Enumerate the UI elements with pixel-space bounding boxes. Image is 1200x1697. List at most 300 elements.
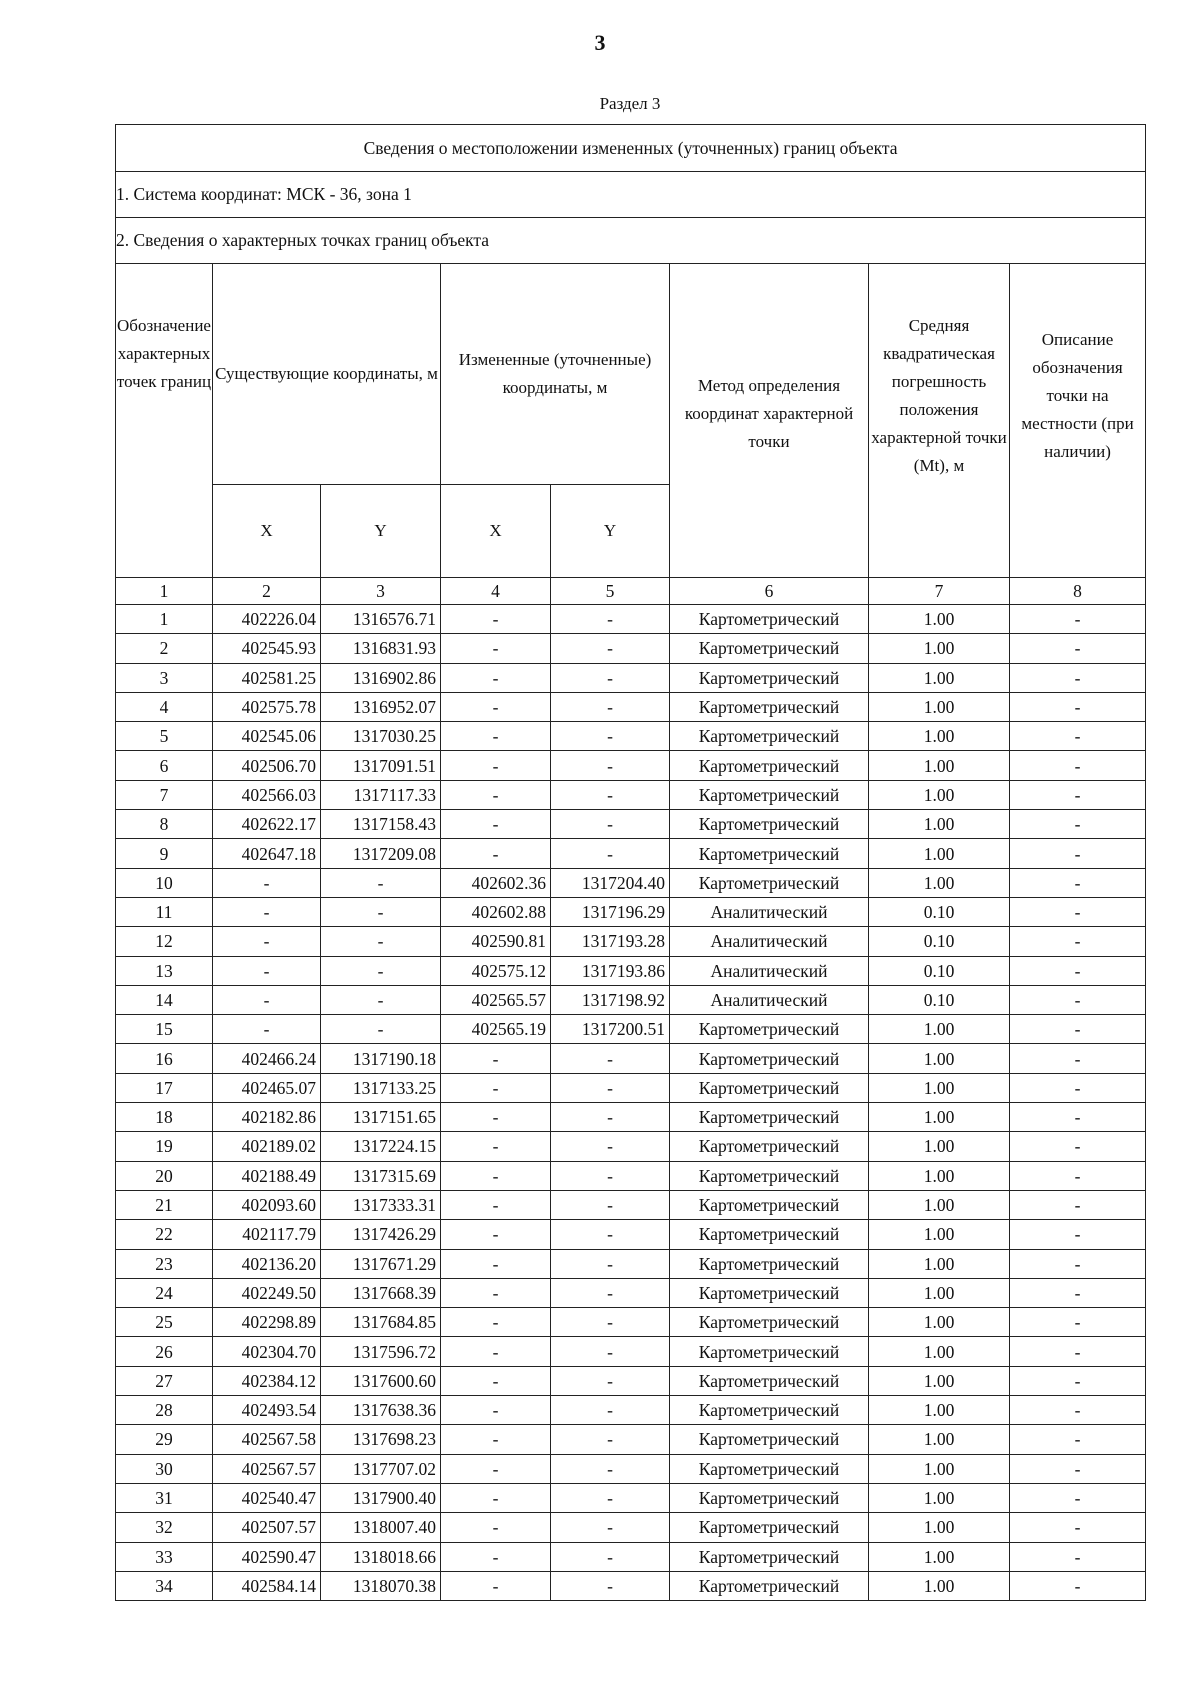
cell-description: - [1010, 722, 1146, 751]
cell-accuracy: 1.00 [869, 839, 1010, 868]
cell-changed-x: - [441, 1483, 551, 1512]
table-row [116, 780, 1146, 809]
table-row [116, 897, 1146, 926]
cell-existing-x: 402249.50 [213, 1278, 321, 1307]
cell-changed-y: - [551, 1454, 670, 1483]
cell-existing-y: 1317030.25 [321, 722, 441, 751]
cell-existing-x: - [213, 985, 321, 1014]
cell-changed-y: - [551, 780, 670, 809]
cell-point-number: 17 [116, 1073, 213, 1102]
table-row [116, 810, 1146, 839]
cell-description: - [1010, 897, 1146, 926]
cell-description: - [1010, 839, 1146, 868]
cell-method: Картометрический [670, 692, 869, 721]
cell-method: Картометрический [670, 1513, 869, 1542]
cell-existing-x: 402304.70 [213, 1337, 321, 1366]
cell-changed-x: - [441, 605, 551, 634]
cell-point-number: 6 [116, 751, 213, 780]
cell-point-number: 34 [116, 1571, 213, 1600]
cell-description: - [1010, 1220, 1146, 1249]
cell-point-number: 14 [116, 985, 213, 1014]
cell-changed-x: - [441, 634, 551, 663]
cell-description: - [1010, 1044, 1146, 1073]
cell-changed-x: - [441, 1220, 551, 1249]
cell-method: Картометрический [670, 1278, 869, 1307]
cell-existing-x: 402545.93 [213, 634, 321, 663]
cell-description: - [1010, 751, 1146, 780]
table-row [116, 663, 1146, 692]
cell-point-number: 22 [116, 1220, 213, 1249]
cell-existing-y: 1316576.71 [321, 605, 441, 634]
table-row [116, 1161, 1146, 1190]
cell-changed-x: 402565.19 [441, 1015, 551, 1044]
cell-changed-y: - [551, 1220, 670, 1249]
cell-changed-y: - [551, 1132, 670, 1161]
cell-description: - [1010, 634, 1146, 663]
table-title: Сведения о местоположении измененных (уточненных) границ объекта [116, 125, 1146, 172]
cell-changed-y: - [551, 1249, 670, 1278]
table-row [116, 839, 1146, 868]
page-number: 3 [594, 30, 606, 55]
cell-description: - [1010, 1190, 1146, 1219]
cell-existing-y: 1317668.39 [321, 1278, 441, 1307]
cell-method: Картометрический [670, 1073, 869, 1102]
cell-description: - [1010, 663, 1146, 692]
cell-existing-x: - [213, 927, 321, 956]
cell-accuracy: 1.00 [869, 1161, 1010, 1190]
column-number: 7 [869, 578, 1010, 605]
cell-changed-y: - [551, 692, 670, 721]
cell-point-number: 21 [116, 1190, 213, 1219]
cell-changed-x: - [441, 1571, 551, 1600]
cell-point-number: 19 [116, 1132, 213, 1161]
cell-existing-x: 402493.54 [213, 1396, 321, 1425]
cell-changed-y: - [551, 1073, 670, 1102]
cell-changed-x: 402590.81 [441, 927, 551, 956]
cell-existing-x: 402136.20 [213, 1249, 321, 1278]
cell-description: - [1010, 1132, 1146, 1161]
cell-existing-y: - [321, 927, 441, 956]
cell-accuracy: 1.00 [869, 1366, 1010, 1395]
cell-existing-x: 402622.17 [213, 810, 321, 839]
table-row [116, 927, 1146, 956]
cell-changed-y: - [551, 1161, 670, 1190]
cell-existing-x: 402575.78 [213, 692, 321, 721]
cell-existing-x: - [213, 956, 321, 985]
cell-changed-x: - [441, 810, 551, 839]
cell-method: Картометрический [670, 722, 869, 751]
cell-accuracy: 0.10 [869, 956, 1010, 985]
cell-changed-x: - [441, 1366, 551, 1395]
cell-method: Картометрический [670, 1249, 869, 1278]
cell-point-number: 3 [116, 663, 213, 692]
cell-changed-y: - [551, 1396, 670, 1425]
cell-changed-y: - [551, 1366, 670, 1395]
table-row [116, 722, 1146, 751]
cell-changed-x: - [441, 1044, 551, 1073]
cell-accuracy: 1.00 [869, 1220, 1010, 1249]
cell-description: - [1010, 1249, 1146, 1278]
cell-existing-x: 402566.03 [213, 780, 321, 809]
cell-existing-y: - [321, 985, 441, 1014]
cell-method: Картометрический [670, 1337, 869, 1366]
cell-existing-x: 402188.49 [213, 1161, 321, 1190]
cell-description: - [1010, 927, 1146, 956]
table-row [116, 1073, 1146, 1102]
cell-existing-y: 1317158.43 [321, 810, 441, 839]
table-row [116, 1425, 1146, 1454]
table-row [116, 868, 1146, 897]
column-numbers-row [116, 578, 1146, 605]
cell-description: - [1010, 1542, 1146, 1571]
cell-changed-y: 1317193.86 [551, 956, 670, 985]
cell-method: Картометрический [670, 1044, 869, 1073]
cell-description: - [1010, 1454, 1146, 1483]
cell-point-number: 4 [116, 692, 213, 721]
cell-description: - [1010, 780, 1146, 809]
cell-method: Картометрический [670, 605, 869, 634]
cell-changed-y: - [551, 810, 670, 839]
cell-changed-x: - [441, 663, 551, 692]
table-row [116, 1366, 1146, 1395]
cell-accuracy: 0.10 [869, 927, 1010, 956]
cell-accuracy: 0.10 [869, 985, 1010, 1014]
cell-accuracy: 1.00 [869, 1190, 1010, 1219]
points-caption: 2. Сведения о характерных точках границ объекта [116, 218, 1146, 264]
coord-system: 1. Система координат: МСК - 36, зона 1 [116, 172, 1146, 218]
table-row [116, 956, 1146, 985]
cell-method: Аналитический [670, 985, 869, 1014]
table-row [116, 1513, 1146, 1542]
cell-changed-y: - [551, 1483, 670, 1512]
header-accuracy: Средняя квадратическая погрешность положения характерной точки (Mt), м [869, 264, 1010, 578]
cell-description: - [1010, 956, 1146, 985]
cell-changed-x: - [441, 1132, 551, 1161]
cell-existing-x: - [213, 868, 321, 897]
cell-point-number: 11 [116, 897, 213, 926]
cell-point-number: 33 [116, 1542, 213, 1571]
table-row [116, 634, 1146, 663]
cell-method: Картометрический [670, 839, 869, 868]
cell-point-number: 26 [116, 1337, 213, 1366]
header-changed: Измененные (уточненные) координаты, м [441, 264, 670, 485]
cell-description: - [1010, 985, 1146, 1014]
column-number: 8 [1010, 578, 1146, 605]
cell-accuracy: 1.00 [869, 1513, 1010, 1542]
column-number: 1 [116, 578, 213, 605]
table-row [116, 1015, 1146, 1044]
cell-method: Картометрический [670, 1103, 869, 1132]
cell-existing-x: - [213, 1015, 321, 1044]
cell-existing-y: 1317684.85 [321, 1308, 441, 1337]
cell-method: Аналитический [670, 927, 869, 956]
table-row [116, 1220, 1146, 1249]
cell-existing-x: 402545.06 [213, 722, 321, 751]
cell-accuracy: 0.10 [869, 897, 1010, 926]
cell-description: - [1010, 868, 1146, 897]
table-row [116, 1308, 1146, 1337]
cell-accuracy: 1.00 [869, 1337, 1010, 1366]
cell-method: Картометрический [670, 1571, 869, 1600]
cell-method: Картометрический [670, 751, 869, 780]
cell-existing-x: 402117.79 [213, 1220, 321, 1249]
boundary-points-table [115, 124, 1146, 1601]
cell-method: Картометрический [670, 1396, 869, 1425]
cell-existing-x: 402226.04 [213, 605, 321, 634]
cell-existing-x: 402567.57 [213, 1454, 321, 1483]
table-row [116, 1337, 1146, 1366]
cell-existing-y: 1317333.31 [321, 1190, 441, 1219]
cell-accuracy: 1.00 [869, 663, 1010, 692]
cell-existing-y: 1317600.60 [321, 1366, 441, 1395]
table-row [116, 751, 1146, 780]
cell-method: Картометрический [670, 1454, 869, 1483]
header-designation: Обозначение характерных точек границ [116, 264, 213, 578]
cell-description: - [1010, 1103, 1146, 1132]
cell-existing-y: 1317671.29 [321, 1249, 441, 1278]
cell-method: Картометрический [670, 1132, 869, 1161]
column-number: 2 [213, 578, 321, 605]
column-number: 3 [321, 578, 441, 605]
cell-existing-y: 1317426.29 [321, 1220, 441, 1249]
cell-changed-y: - [551, 1308, 670, 1337]
cell-existing-y: 1317091.51 [321, 751, 441, 780]
table-row [116, 1571, 1146, 1600]
cell-existing-x: 402540.47 [213, 1483, 321, 1512]
cell-existing-x: 402581.25 [213, 663, 321, 692]
cell-description: - [1010, 1073, 1146, 1102]
cell-point-number: 24 [116, 1278, 213, 1307]
table-row [116, 1542, 1146, 1571]
table-row [116, 1249, 1146, 1278]
cell-description: - [1010, 1308, 1146, 1337]
cell-existing-y: 1317900.40 [321, 1483, 441, 1512]
cell-changed-y: - [551, 1190, 670, 1219]
cell-existing-y: 1317133.25 [321, 1073, 441, 1102]
cell-changed-x: - [441, 1425, 551, 1454]
cell-accuracy: 1.00 [869, 1396, 1010, 1425]
cell-method: Картометрический [670, 1366, 869, 1395]
cell-accuracy: 1.00 [869, 1103, 1010, 1132]
cell-accuracy: 1.00 [869, 810, 1010, 839]
cell-method: Картометрический [670, 1161, 869, 1190]
cell-accuracy: 1.00 [869, 1483, 1010, 1512]
cell-existing-y: 1317224.15 [321, 1132, 441, 1161]
cell-changed-y: - [551, 1542, 670, 1571]
cell-existing-y: 1316902.86 [321, 663, 441, 692]
cell-changed-x: - [441, 1073, 551, 1102]
cell-changed-x: - [441, 692, 551, 721]
cell-existing-y: 1317707.02 [321, 1454, 441, 1483]
cell-existing-x: 402093.60 [213, 1190, 321, 1219]
table-row [116, 605, 1146, 634]
cell-existing-y: 1318070.38 [321, 1571, 441, 1600]
cell-existing-x: 402590.47 [213, 1542, 321, 1571]
cell-changed-x: - [441, 1249, 551, 1278]
header-existing-y: Y [321, 484, 441, 577]
cell-method: Картометрический [670, 868, 869, 897]
column-number: 6 [670, 578, 869, 605]
cell-method: Картометрический [670, 1015, 869, 1044]
cell-changed-x: 402602.88 [441, 897, 551, 926]
cell-accuracy: 1.00 [869, 780, 1010, 809]
cell-description: - [1010, 1425, 1146, 1454]
cell-description: - [1010, 1513, 1146, 1542]
cell-point-number: 29 [116, 1425, 213, 1454]
cell-existing-y: - [321, 956, 441, 985]
cell-existing-y: 1317596.72 [321, 1337, 441, 1366]
cell-method: Аналитический [670, 897, 869, 926]
cell-method: Картометрический [670, 1220, 869, 1249]
cell-accuracy: 1.00 [869, 1571, 1010, 1600]
cell-method: Картометрический [670, 1542, 869, 1571]
cell-point-number: 18 [116, 1103, 213, 1132]
cell-changed-x: 402602.36 [441, 868, 551, 897]
cell-point-number: 7 [116, 780, 213, 809]
cell-existing-y: 1316831.93 [321, 634, 441, 663]
cell-existing-y: - [321, 868, 441, 897]
cell-changed-x: 402575.12 [441, 956, 551, 985]
cell-existing-y: 1317698.23 [321, 1425, 441, 1454]
header-existing: Существующие координаты, м [213, 264, 441, 485]
cell-point-number: 25 [116, 1308, 213, 1337]
cell-method: Аналитический [670, 956, 869, 985]
cell-existing-y: 1317209.08 [321, 839, 441, 868]
cell-changed-x: - [441, 1396, 551, 1425]
cell-changed-x: - [441, 1308, 551, 1337]
cell-accuracy: 1.00 [869, 1454, 1010, 1483]
cell-accuracy: 1.00 [869, 1425, 1010, 1454]
cell-accuracy: 1.00 [869, 1249, 1010, 1278]
cell-changed-x: - [441, 1103, 551, 1132]
cell-existing-x: 402465.07 [213, 1073, 321, 1102]
table-row [116, 1044, 1146, 1073]
cell-existing-x: 402567.58 [213, 1425, 321, 1454]
cell-changed-x: - [441, 839, 551, 868]
table-row [116, 1483, 1146, 1512]
cell-description: - [1010, 1396, 1146, 1425]
cell-description: - [1010, 1015, 1146, 1044]
cell-changed-y: - [551, 1571, 670, 1600]
cell-method: Картометрический [670, 1483, 869, 1512]
cell-existing-y: 1317638.36 [321, 1396, 441, 1425]
cell-description: - [1010, 1278, 1146, 1307]
header-changed-y: Y [551, 484, 670, 577]
cell-method: Картометрический [670, 1425, 869, 1454]
cell-point-number: 30 [116, 1454, 213, 1483]
cell-method: Картометрический [670, 1190, 869, 1219]
cell-point-number: 15 [116, 1015, 213, 1044]
cell-existing-y: - [321, 897, 441, 926]
cell-existing-y: 1318007.40 [321, 1513, 441, 1542]
cell-accuracy: 1.00 [869, 1278, 1010, 1307]
cell-existing-y: 1318018.66 [321, 1542, 441, 1571]
cell-description: - [1010, 1337, 1146, 1366]
cell-changed-y: - [551, 634, 670, 663]
cell-accuracy: 1.00 [869, 868, 1010, 897]
cell-existing-x: 402647.18 [213, 839, 321, 868]
cell-accuracy: 1.00 [869, 1132, 1010, 1161]
table-row [116, 692, 1146, 721]
cell-accuracy: 1.00 [869, 1308, 1010, 1337]
header-existing-x: X [213, 484, 321, 577]
table-row [116, 1132, 1146, 1161]
section-label: Раздел 3 [599, 94, 661, 113]
cell-existing-y: 1317151.65 [321, 1103, 441, 1132]
header-description: Описание обозначения точки на местности (при наличии) [1010, 264, 1146, 578]
cell-point-number: 9 [116, 839, 213, 868]
cell-changed-y: - [551, 1044, 670, 1073]
cell-accuracy: 1.00 [869, 692, 1010, 721]
cell-accuracy: 1.00 [869, 1073, 1010, 1102]
cell-point-number: 27 [116, 1366, 213, 1395]
cell-existing-x: 402298.89 [213, 1308, 321, 1337]
cell-existing-y: - [321, 1015, 441, 1044]
cell-existing-y: 1316952.07 [321, 692, 441, 721]
cell-description: - [1010, 1366, 1146, 1395]
cell-accuracy: 1.00 [869, 1015, 1010, 1044]
cell-accuracy: 1.00 [869, 634, 1010, 663]
cell-changed-x: - [441, 1190, 551, 1219]
cell-point-number: 8 [116, 810, 213, 839]
cell-existing-x: 402584.14 [213, 1571, 321, 1600]
table-row [116, 1454, 1146, 1483]
cell-description: - [1010, 1483, 1146, 1512]
cell-changed-x: - [441, 1513, 551, 1542]
cell-changed-x: - [441, 1337, 551, 1366]
cell-description: - [1010, 1161, 1146, 1190]
cell-point-number: 16 [116, 1044, 213, 1073]
cell-changed-x: - [441, 751, 551, 780]
cell-point-number: 2 [116, 634, 213, 663]
cell-description: - [1010, 1571, 1146, 1600]
cell-changed-x: - [441, 1161, 551, 1190]
table-row [116, 1396, 1146, 1425]
cell-existing-x: - [213, 897, 321, 926]
cell-changed-y: - [551, 605, 670, 634]
cell-accuracy: 1.00 [869, 1044, 1010, 1073]
cell-description: - [1010, 605, 1146, 634]
cell-existing-y: 1317117.33 [321, 780, 441, 809]
cell-method: Картометрический [670, 810, 869, 839]
table-row [116, 1103, 1146, 1132]
cell-changed-x: - [441, 1542, 551, 1571]
cell-existing-x: 402182.86 [213, 1103, 321, 1132]
cell-accuracy: 1.00 [869, 605, 1010, 634]
cell-accuracy: 1.00 [869, 751, 1010, 780]
cell-point-number: 5 [116, 722, 213, 751]
table-row [116, 1278, 1146, 1307]
column-number: 5 [551, 578, 670, 605]
cell-changed-y: 1317196.29 [551, 897, 670, 926]
cell-changed-x: 402565.57 [441, 985, 551, 1014]
cell-changed-y: - [551, 1425, 670, 1454]
cell-point-number: 32 [116, 1513, 213, 1542]
cell-changed-y: - [551, 722, 670, 751]
cell-method: Картометрический [670, 780, 869, 809]
cell-changed-x: - [441, 780, 551, 809]
cell-changed-x: - [441, 1278, 551, 1307]
cell-changed-y: - [551, 1337, 670, 1366]
cell-point-number: 20 [116, 1161, 213, 1190]
cell-point-number: 31 [116, 1483, 213, 1512]
cell-changed-y: - [551, 839, 670, 868]
header-method: Метод определения координат характерной точки [670, 264, 869, 578]
cell-method: Картометрический [670, 663, 869, 692]
cell-method: Картометрический [670, 634, 869, 663]
cell-method: Картометрический [670, 1308, 869, 1337]
cell-description: - [1010, 810, 1146, 839]
